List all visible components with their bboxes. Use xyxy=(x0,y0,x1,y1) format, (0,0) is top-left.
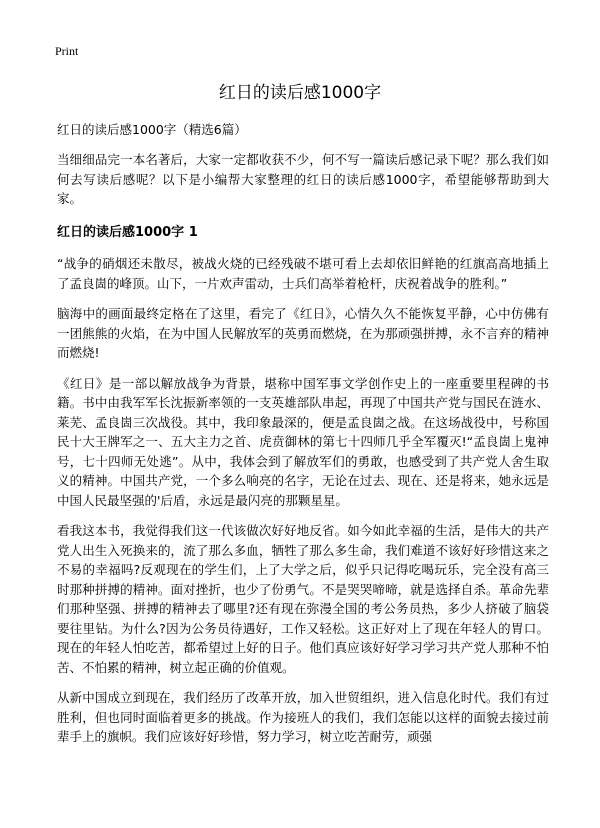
page-title: 红日的读后感1000字 xyxy=(218,83,382,103)
section-heading: 红日的读后感1000字 1 xyxy=(57,224,198,240)
body-paragraph: 看我这本书，我觉得我们这一代该做次好好地反省。如今如此幸福的生活，是伟大的共产党人出生入死换来的，流了那么多血，牺牲了那么多生命，我们难道不该好好珍惜这来之不易的幸福吗?反观现在的学生们，上了大学之后，似乎只记得吃喝玩乐，完全没有高三时那种拼搏的精神。面对挫折，也少了份勇气。不是哭哭啼啼，就是选择自杀。革命先辈们那种坚强、拼搏的精神去了哪里?还有现在弥漫全国的考公务员热，多少人挤破了脑袋要往里钻。为什么?因为公务员待遇好，工作又轻松。这正好对上了现在年轻人的胃口。现在的年轻人怕吃苦，都希望过上好的日子。他们真应该好好学习学习共产党人那种不怕苦、不怕累的精神，树立起正确的价值观。 xyxy=(57,523,549,675)
body-paragraph: 《红日》是一部以解放战争为背景，堪称中国军事文学创作史上的一座重要里程碑的书籍。书中由我军军长沈振新率领的一支英雄部队串起，再现了中国共产党与国民在涟水、莱芜、孟良崮三次战役。其中，我印象最深的，便是孟良崮之战。在这场战役中，号称国民十大王牌军之一、五大主力之首、虎贲御林的第七十四师几乎全军覆灭!“孟良崮上鬼神号，七十四师无处逃”。从中，我体会到了解放军们的勇敢，也感受到了共产党人舍生取义的精神。中国共产党，一个多么响亮的名字，无论在过去、现在、还是将来，她永远是中国人民最坚强的'后盾，永远是最闪亮的那颗星星。 xyxy=(57,375,549,508)
intro-paragraph: 当细细品完一本名著后，大家一定都收获不少，何不写一篇读后感记录下呢？那么我们如何去写读后感呢？以下是小编帮大家整理的红日的读后感1000字，希望能够帮助到大家。 xyxy=(57,152,549,206)
article-body xyxy=(57,150,549,758)
article-subtitle: 红日的读后感1000字（精选6篇） xyxy=(57,122,247,137)
print-link[interactable]: Print xyxy=(55,44,79,58)
body-paragraph: “战争的硝烟还未散尽，被战火烧的已经残破不堪可看上去却依旧鲜艳的红旗高高地插上了孟良崮的峰顶。山下，一片欢声雷动，士兵们高举着枪杆，庆祝着战争的胜利。” xyxy=(57,256,549,291)
body-paragraph: 从新中国成立到现在，我们经历了改革开放，加入世贸组织，进入信息化时代。我们有过胜利，但也同时面临着更多的挑战。作为接班人的我们，我们怎能以这样的面貌去接过前辈手上的旗帜。我们应该好好珍惜，努力学习，树立吃苦耐劳，顽强 xyxy=(57,690,549,744)
body-paragraph: 脑海中的画面最终定格在了这里，看完了《红日》，心情久久不能恢复平静，心中仿佛有一团熊熊的火焰，在为中国人民解放军的英勇而燃烧，在为那顽强拼搏，永不言弃的精神而燃烧! xyxy=(57,306,549,360)
